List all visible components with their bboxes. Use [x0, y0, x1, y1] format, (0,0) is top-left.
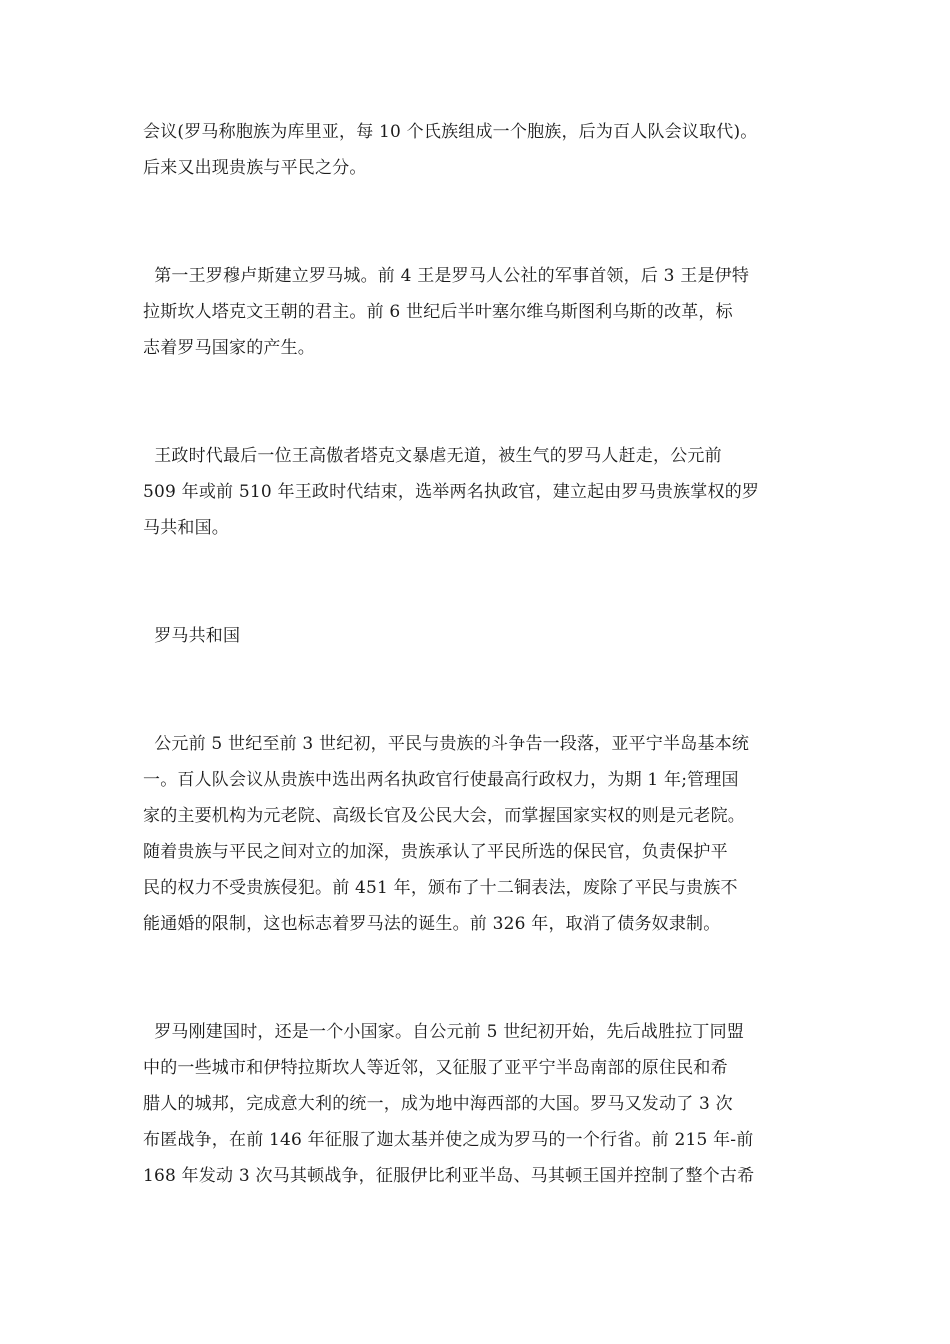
paragraph-republic-institutions	[143, 726, 749, 942]
text-line: 能通婚的限制，这也标志着罗马法的诞生。前 326 年，取消了债务奴隶制。	[143, 914, 721, 934]
text-line: 168 年发动 3 次马其顿战争，征服伊比利亚半岛、马其顿王国并控制了整个古希	[143, 1166, 755, 1186]
text-line: 民的权力不受贵族侵犯。前 451 年，颁布了十二铜表法，废除了平民与贵族不	[143, 878, 738, 898]
text-line: 中的一些城市和伊特拉斯坎人等近邻，又征服了亚平宁半岛南部的原住民和希	[143, 1058, 728, 1078]
section-heading-roman-republic	[143, 618, 240, 654]
text-line: 罗马刚建国时，还是一个小国家。自公元前 5 世纪初开始，先后战胜拉丁同盟	[143, 1022, 745, 1042]
text-line: 腊人的城邦，完成意大利的统一，成为地中海西部的大国。罗马又发动了 3 次	[143, 1094, 733, 1114]
paragraph-tarquin	[143, 438, 759, 546]
text-line: 会议(罗马称胞族为库里亚，每 10 个氏族组成一个胞族，后为百人队会议取代)。	[143, 122, 758, 142]
text-line: 第一王罗穆卢斯建立罗马城。前 4 王是罗马人公社的军事首领，后 3 王是伊特	[143, 266, 750, 286]
text-line: 公元前 5 世纪至前 3 世纪初，平民与贵族的斗争告一段落，亚平宁半岛基本统	[143, 734, 750, 754]
text-line: 马共和国。	[143, 518, 229, 538]
text-line: 509 年或前 510 年王政时代结束，选举两名执政官，建立起由罗马贵族掌权的罗	[143, 482, 760, 502]
paragraph-romulus	[143, 258, 749, 366]
text-line: 志着罗马国家的产生。	[143, 338, 315, 358]
text-line: 王政时代最后一位王高傲者塔克文暴虐无道，被生气的罗马人赶走，公元前	[143, 446, 722, 466]
section-heading: 罗马共和国	[143, 626, 241, 646]
text-line: 一。百人队会议从贵族中选出两名执政官行使最高行政权力，为期 1 年;管理国	[143, 770, 739, 790]
text-line: 后来又出现贵族与平民之分。	[143, 158, 367, 178]
text-line: 拉斯坎人塔克文王朝的君主。前 6 世纪后半叶塞尔维乌斯图利乌斯的改革，标	[143, 302, 733, 322]
text-line: 布匿战争，在前 146 年征服了迦太基并使之成为罗马的一个行省。前 215 年-前	[143, 1130, 754, 1150]
paragraph-roman-expansion	[143, 1014, 754, 1194]
paragraph-curia	[143, 114, 758, 186]
text-line: 随着贵族与平民之间对立的加深，贵族承认了平民所选的保民官，负责保护平	[143, 842, 728, 862]
text-line: 家的主要机构为元老院、高级长官及公民大会，而掌握国家实权的则是元老院。	[143, 806, 745, 826]
